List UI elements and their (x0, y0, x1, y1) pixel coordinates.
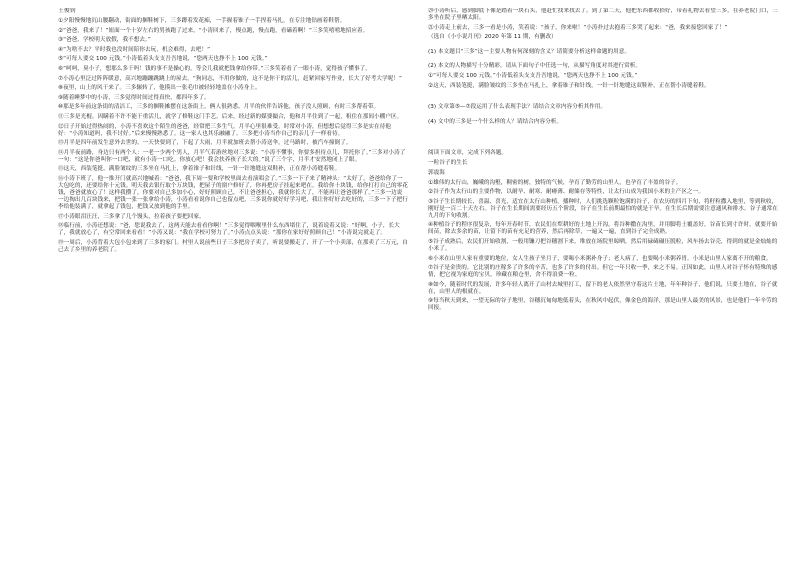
paragraph: ②谷子作为太行山的主要作物，以耐旱、耐寒、耐瘠薄、耐储存等特性，让太行山成为我国小米的主产区之一。 (428, 189, 704, 196)
question-3: (3) 文章第⑤—⑦段运用了什么表现手法？请结合文章内容分析其作用。 (428, 104, 607, 111)
right-column (428, 8, 778, 556)
paragraph: ⑧如今，随着时代的发展，许多年轻人离开了山村去城里打工，留下的老人依然坚守着这片土地，年年种谷子，他们说，只要土地在，谷子就在，山里人的根就在。 (428, 281, 778, 295)
paragraph: ③谷子生长期较长，喜温、喜光，适宜在太行山种植。播种时，人们挑选颗粒饱满的谷子，在农历的四月下旬，将籽粒撒入地里，等到秋收，刚好是一百二十天左右。谷子在生长期间需要经历五个阶段，谷子在生长前期最怕的就是干旱。在生长后期需要注意通风和排水。谷子通常在九月的下旬收割。 (428, 198, 778, 219)
question-4: (4) 文中的三多是一个什么样的人？请结合内容分析。 (428, 118, 563, 125)
paragraph: ⑥“呵呵，臭小子，想那么多干吗！钱的事不是操心的，等会儿我就把钱拿给你带。”三多笑着看了一眼小涛，觉得孩子懂事了。 (58, 65, 371, 72)
paragraph: ⑦谷子是金贵的。它比别的庄稼多了许多的辛苦，也多了许多的付出。但它一年只收一季，来之不易。正因如此，山里人对谷子怀有特殊的感情，把它视为家庭的宝贝，珍藏在粮仓里，舍不得浪费一粒。 (428, 265, 778, 279)
paragraph: ⑨随着睡梦中的小涛，三多觉得时间过得真快，都四年多了。 (58, 94, 210, 101)
paragraph: ⑪三多是光棍。因瞒着不许不能干重活儿，就学了修鞋这门手艺。后来，经过新的媒婆撮合，他和月半住到了一起，租住在那间小棚户区。 (58, 113, 403, 120)
paragraph: ④种植谷子的程序很复杂，每年开春时节，农民们在犁耕好的土地上开沟，将谷种撒在沟里，并用脚将土覆盖好，谷苗长到寸许时，就要开始间苗，除去多余的苗，让留下的苗有充足的营养，然后再除草，一遍又一遍，直到谷子完全成熟。 (428, 222, 778, 236)
paragraph: ⑤谷子成熟后，农民们开始收割，一般用镰刀把谷穗割下来，堆放在场院里晾晒，然后用碌碡碾压脱粒，风车扬去谷壳，得到的就是金灿灿的小米了。 (428, 238, 778, 252)
paragraph: ⑭月半夜前路，身边只有两个人：一老一少两个男人，月半气若游丝地对三多说：“小涛不懂事，你要多担待点儿，拜托你了。”三多对小涛了一句：“这是你爸叫你一口吧，就有小涛一口吃。你放心吧！我会扶养孩子长大的。”说了三个字，月半才安然地闭上了眼。 (58, 149, 406, 163)
paragraph: ⑬月半是四年前发生意外去世的。一天快要到了，下起了大雨，月半就加班去帮小涛送伞，过马路时，被汽车撞倒了。 (58, 140, 352, 147)
question-2: (2) 本文的人物描写十分精彩，请从下面句子中任选一句，从描写角度对其进行赏析。 (428, 63, 642, 70)
paragraph: ⑥小米在山里人家有重要的地位，女人生孩子坐月子，要喝小米粥补身子；老人病了，也要喝小米粥养胃。小米是山里人家离不开的粮食。 (428, 255, 772, 262)
essay-author: 郭震海 (428, 169, 445, 176)
essay-title: 一粒谷子的生长 (428, 159, 468, 166)
paragraph: ⑲一周后，小涛背着大包小包来到了三多的家门。村里人说前些日子三多把房子卖了，听说要搬走了，开了一个小卖部，在那卖了三万元，自己去了乡里的养老院了。 (58, 239, 408, 253)
question-2-option-1: ①“可每人要交 100 元钱。”小涛低着头支支吾吾地说，“您两天也挣不上 100 元钱。” (428, 72, 638, 79)
question-1: (1) 本文题目“三多”这一主要人物有何深刻的含义？请简要分析这样命题的用意。 (428, 48, 631, 55)
paragraph: ⑰小涛眼泪汪汪，三多拿了几个馒头，拉着孩子要把回家。 (58, 213, 205, 220)
paragraph: ⑯小涛下班了，他一推开门就高兴地喊着：“爸爸，我下周一要和学校里面去看演唱会了。”三多一下子来了精神头：“太好了，爸爸给你了一大包吃的，还要给你十元钱。明天我去银行取个万块钱，把屋子的窗户修好了，你再把房子挂起来吧在。我给你十块钱，给你打打自己的零花钱，爸爸就放心了！这样我攒了，你要对自己多加小心，好好照顾自己，不让爸爸担心，我就你长大了，不能再让爸爸那样了。”三多一边说一边掏出几百块钱来，把钱一张一张拿给小涛，小涛看看说你自己也留点吧，三多说你就好好学习吧，我让你好好去吃好的，三多一下子把行李给他装满了，就拿起了钱包，把钱又放到他的手里。 (58, 175, 408, 210)
section-intro: 阅读下面文章，完成下列各题。 (428, 150, 508, 157)
story-author: 王俊钧 (58, 8, 76, 14)
paragraph: ②“爸爸，我来了！”妞面一个十岁左右的男孩跑了过来。“小涛回来了，慢点跑，慢点跑，看磕着啊！”三多笑嘻嘻地招应着。 (58, 27, 369, 34)
paragraph: ⑨每当秋天到来，一望无际的谷子地里，谷穗沉甸甸地低着头，在秋风中起伏，像金色的海洋，那是山里人最美的风景，也是他们一年辛劳的回报。 (428, 298, 778, 312)
paragraph: ⑮这天，西装笔挺，满脸皱纹的三多坐在马扎上，拿着锥子和针线，一针一针地缝这双鞋补，正在帮小涛缝着鞋。 (58, 166, 341, 173)
paragraph: ㉑小涛走上前去，三多一看是小涛，笑着说：“孩子，你来啦！”小涛扑过去抱着三多哭了起来：“爸，我来接您回家了！” (428, 24, 728, 31)
paragraph: ⑱临行前，小涛还想说：“爸，您说我去了，这两天能去看看你啊！”三多觉得咽喉里什么东西堵住了，说着说着又说：“好啊，小子，长大了，我就放心了，有空常回来看看！”小涛又说：“我在学校可努力了。”小涛点点头说：“那你在家好好照顾自己！”小涛说完就走了。 (58, 223, 400, 237)
question-2-option-2: ②这天，西装笔挺，满脸皱纹的三多坐在马扎上，拿着锥子和针线，一针一针地缝这双鞋补，正在帮小涛缝着鞋。 (428, 82, 710, 89)
paragraph: ①夕阳慢慢地沉山腰翻动，街面的捆鞋树下，三多蹲着发花痴，一手握着锥子一手捏着马扎，在专注地钻画着鞋帮。 (58, 18, 346, 24)
paragraph: ④“为啥不去？平时我也没时间陪你去玩，机会难得，去吧！” (58, 46, 211, 53)
paragraph: ⑧夜里，山上的风干来了。三多辗转了，他摸出一张毛巾被轻轻地盖在小涛身上。 (58, 85, 261, 92)
paragraph: ①雄伟的太行山，巍峨的沟壑，稠密的树，独特的气候，孕育了勤劳的山里人，也孕育了丰盈的谷子。 (428, 179, 682, 186)
paragraph: ⑳小涛听后，感到脚底下像是踏着一块石头，他赶忙找来找去了。到了第二天，他把东西都收拾好，带着礼物去看望三多，在养老院门口，三多坐在院子里晒太阳。 (428, 8, 778, 21)
paragraph: ③“爸爸，学校明天放假，我不想去。” (58, 37, 151, 44)
source-citation: （选自《小小说月刊》2020 年第 11 期，有删改） (428, 34, 557, 41)
paragraph: ⑩那是多年前这条街的清洁工，三多的捆鞋摊摆在这条街上，俩人很熟悉。月半的伙伴告诉他，孩子没人照顾，有时三多帮着带。 (58, 104, 380, 111)
paragraph: ⑤“可每人要交 100 元钱。”小涛低着头支支吾吾地说，“您两天也挣不上 100 元钱。” (58, 56, 268, 63)
left-column (58, 8, 408, 556)
paragraph: ⑦小涛心里泛过阵阵暖意，高兴地蹦蹦跳跳上的屋去。“狗同志，不用你做的，这不是你干的活儿，赶紧回家写作业，长大了好考大学呢！” (58, 75, 402, 82)
paragraph: ⑫日子开始过得热闹的，小涛不喜欢这个陌生的爸爸，经常把三多生气。月半心里很难受。时常对小涛，但想想后觉得三多是实在待他好：“小涛知道吗，我不讨好。”后来慢慢熟悉了，这一家人也其乐融融了。三多把小涛当作自己的亲儿子一样看待。 (58, 123, 391, 137)
